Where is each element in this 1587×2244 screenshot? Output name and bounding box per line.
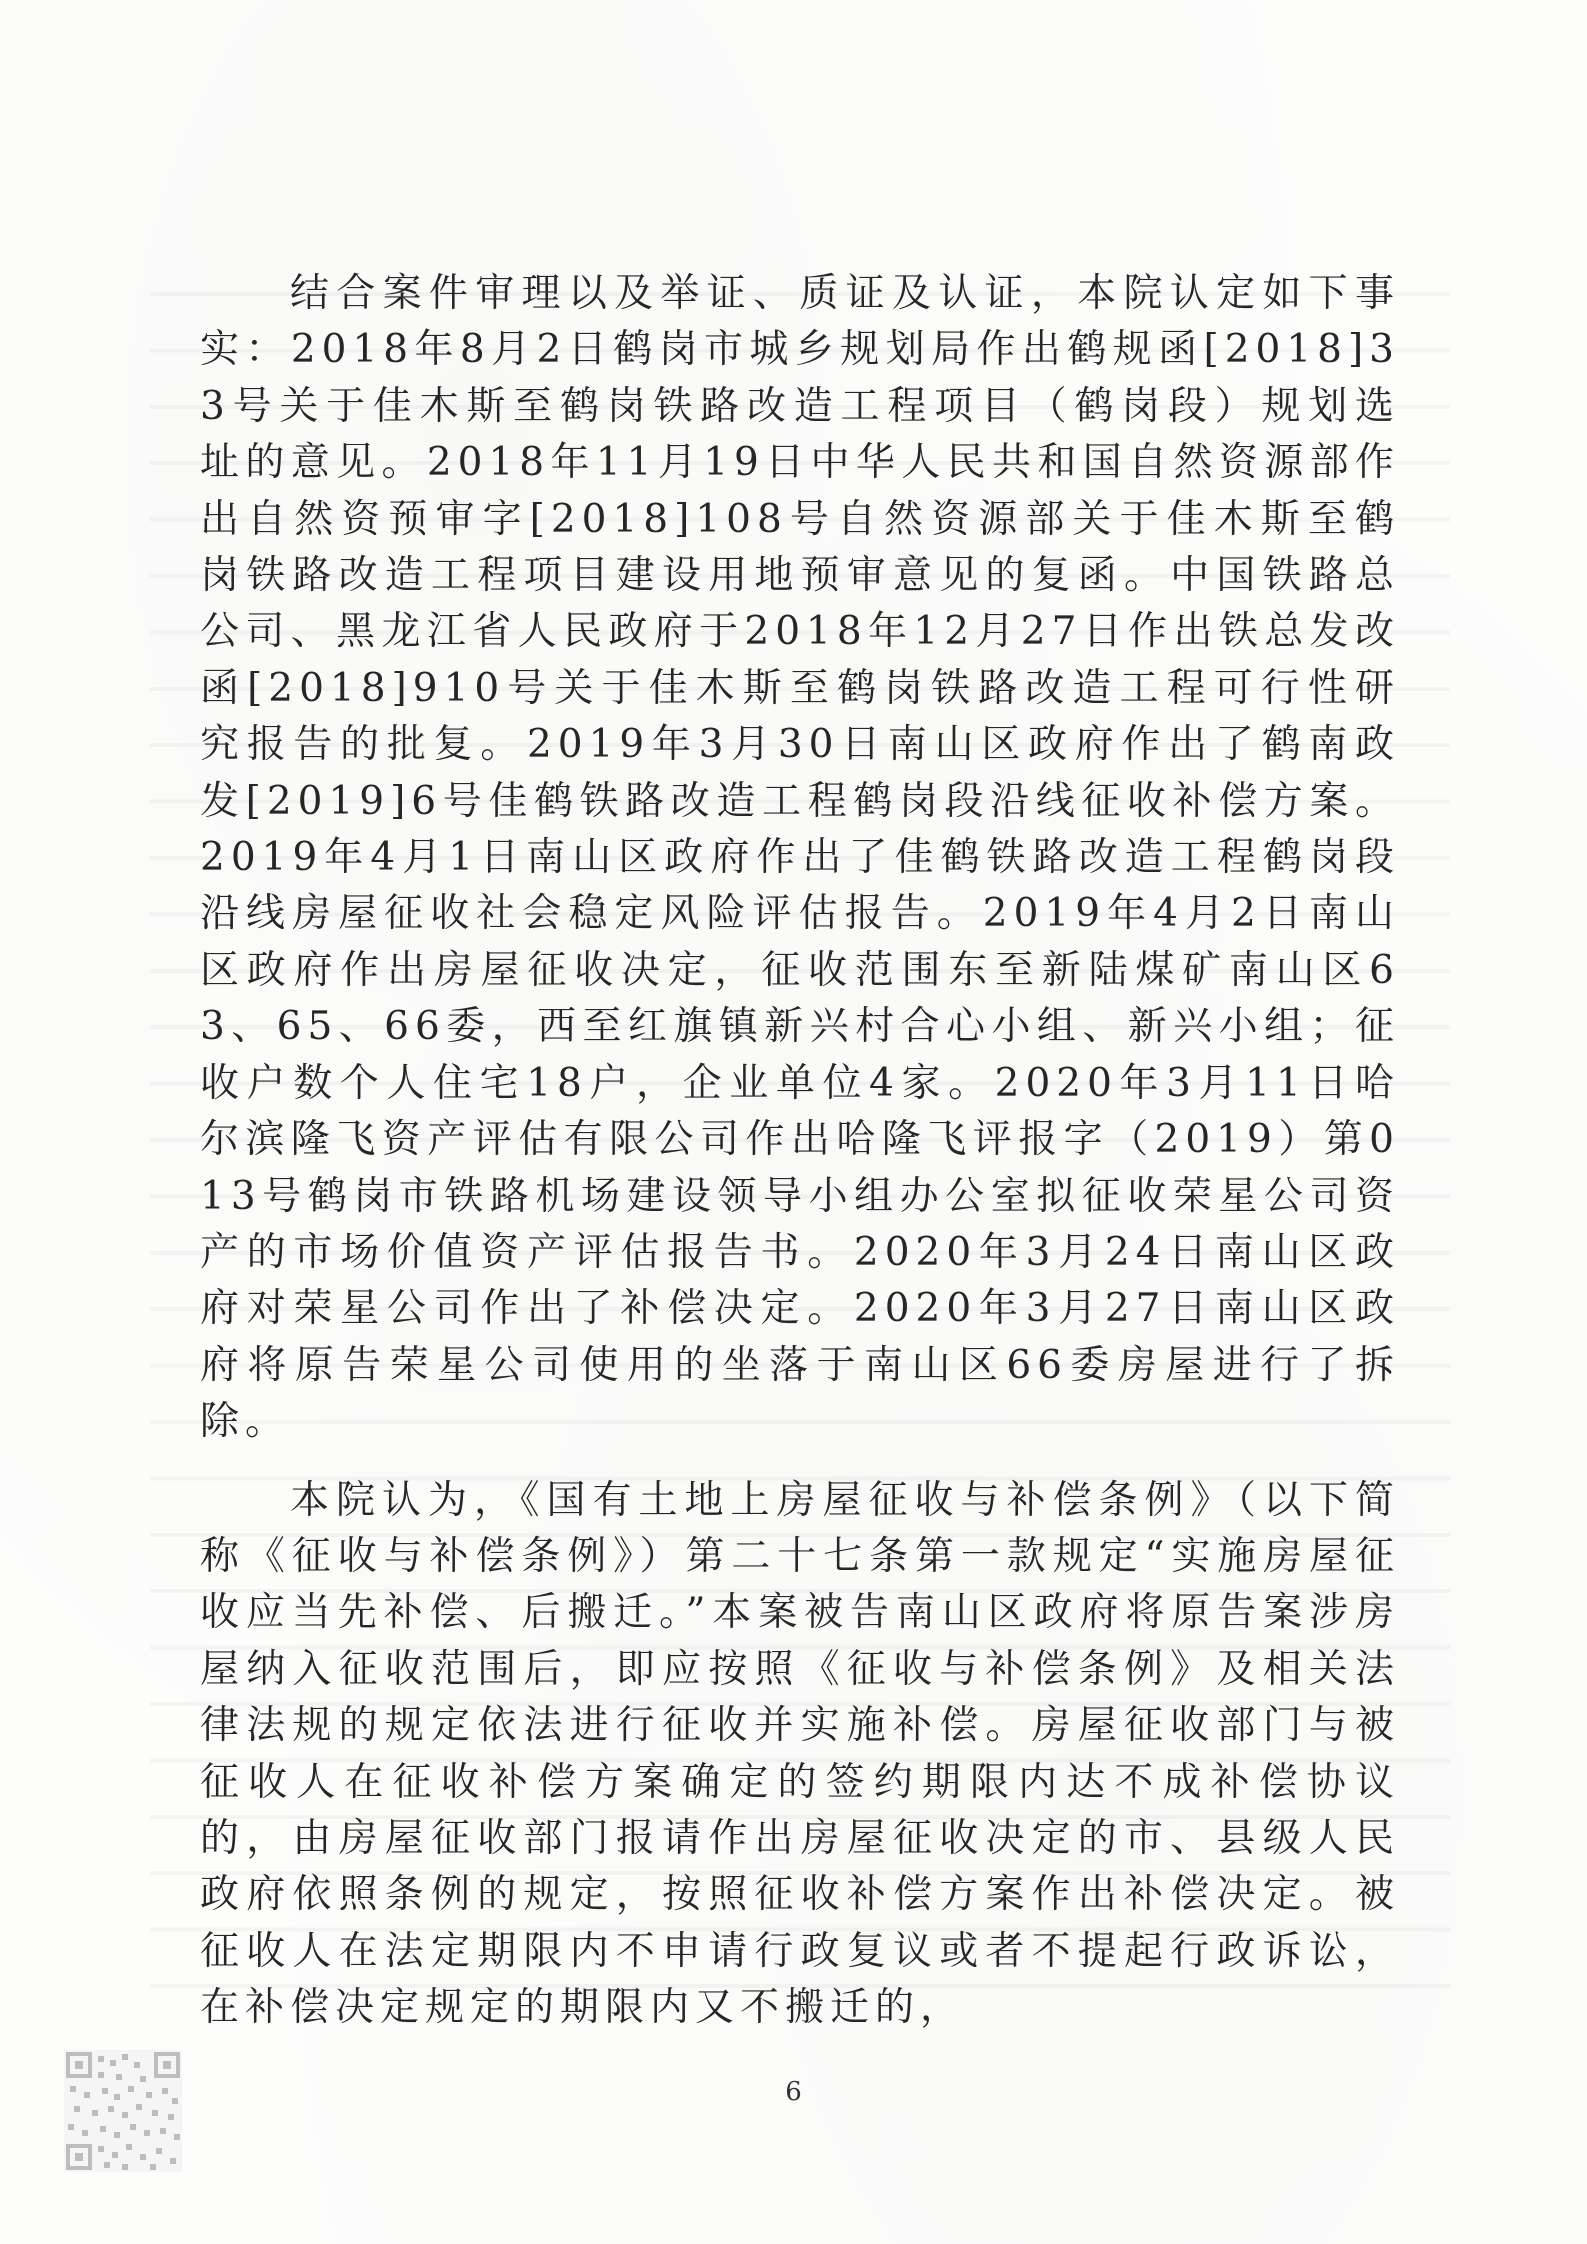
document-body <box>200 266 1400 2037</box>
qr-code-icon <box>64 2050 182 2172</box>
paragraph-court-opinion: 本院认为，《国有土地上房屋征收与补偿条例》（以下简称《征收与补偿条例》）第二十七条第一款规定“实施房屋征收应当先补偿、后搬迁。”本案被告南山区政府将原告案涉房屋纳入征收范围后，即应按照《征收与补偿条例》及相关法律法规的规定依法进行征收并实施补偿。房屋征收部门与被征收人在征收补偿方案确定的签约期限内达不成补偿协议的，由房屋征收部门报请作出房屋征收决定的市、县级人民政府依照条例的规定，按照征收补偿方案作出补偿决定。被征收人在法定期限内不申请行政复议或者不提起行政诉讼，在补偿决定规定的期限内又不搬迁的， <box>200 1477 1400 2031</box>
page-number: 6 <box>785 2077 802 2107</box>
paragraph-facts: 结合案件审理以及举证、质证及认证，本院认定如下事实：2018年8月2日鹤岗市城乡规划局作出鹤规函[2018]33号关于佳木斯至鹤岗铁路改造工程项目（鹤岗段）规划选址的意见。2018年11月19日中华人民共和国自然资源部作出自然资预审字[2018]108号自然资源部关于佳木斯至鹤岗铁路改造工程项目建设用地预审意见的复函。中国铁路总公司、黑龙江省人民政府于2018年12月27日作出铁总发改函[2018]910号关于佳木斯至鹤岗铁路改造工程可行性研究报告的批复。2019年3月30日南山区政府作出了鹤南政发[2019]6号佳鹤铁路改造工程鹤岗段沿线征收补偿方案。2019年4月1日南山区政府作出了佳鹤铁路改造工程鹤岗段沿线房屋征收社会稳定风险评估报告。2019年4月2日南山区政府作出房屋征收决定，征收范围东至新陆煤矿南山区63、65、66委，西至红旗镇新兴村合心小组、新兴小组；征收户数个人住宅18户，企业单位4家。2020年3月11日哈尔滨隆飞资产评估有限公司作出哈隆飞评报字（2019）第013号鹤岗市铁路机场建设领导小组办公室拟征收荣星公司资产的市场价值资产评估报告书。2020年3月24日南山区政府对荣星公司作出了补偿决定。2020年3月27日南山区政府将原告荣星公司使用的坐落于南山区66委房屋进行了拆除。 <box>200 271 1400 1445</box>
